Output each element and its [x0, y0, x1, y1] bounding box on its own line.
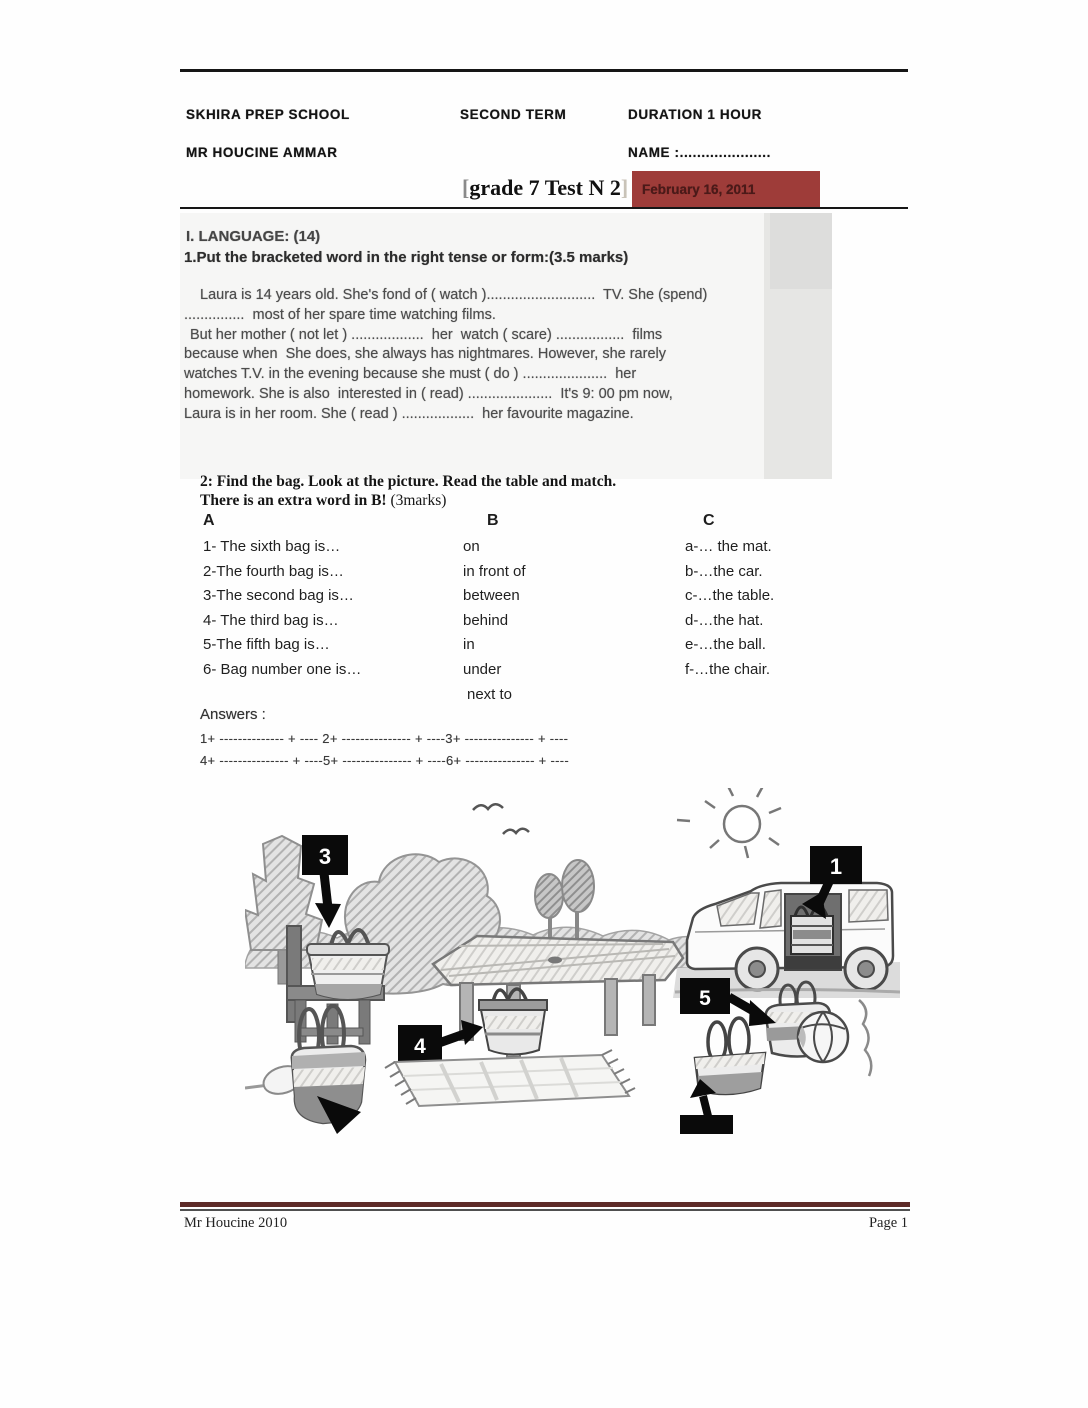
- match-a-item: 3-The second bag is…: [203, 587, 354, 605]
- arrow-icon: [439, 1033, 467, 1043]
- teacher-name: MR HOUCINE AMMAR: [186, 145, 338, 160]
- match-b-item: in front of: [463, 562, 526, 580]
- passage-line: Laura is 14 years old. She's fond of ( watch )........................... TV. She (spend): [200, 287, 708, 303]
- column-c-list: [685, 535, 865, 683]
- sun-icon: [677, 788, 781, 858]
- match-b-item: next to: [467, 685, 513, 703]
- page-number: Page 1: [868, 1215, 908, 1231]
- column-a-header: A: [203, 512, 215, 529]
- passage-line: ............... most of her spare time watching films.: [184, 306, 496, 323]
- passage-line: because when She does, she always has nightmares. However, she rarely: [184, 346, 666, 363]
- match-a-item: 2-The fourth bag is…: [203, 562, 344, 580]
- column-c-header: C: [703, 512, 715, 529]
- match-b-item: between: [463, 587, 520, 605]
- matching-instruction-2: [200, 492, 446, 510]
- date-banner: February 16, 2011: [632, 171, 820, 209]
- arrow-icon: [461, 1020, 483, 1045]
- passage-line: But her mother ( not let ) .................. her watch ( scare) ................. films: [190, 326, 663, 343]
- name-field: NAME :.....................: [628, 145, 771, 160]
- arrow-icon: [324, 873, 328, 908]
- column-a-list: [203, 535, 463, 683]
- task1-instruction: 1.Put the bracketed word in the right tense or form:(3.5 marks): [184, 249, 629, 266]
- duration-label: DURATION 1 HOUR: [628, 107, 763, 122]
- bag-in-car: [791, 906, 833, 954]
- scan-wash-corner: [770, 213, 832, 289]
- title-close-bracket: ]: [620, 175, 629, 200]
- header-rule: [180, 207, 908, 209]
- column-b-header: B: [487, 512, 499, 529]
- match-a-item: 1- The sixth bag is…: [203, 538, 341, 555]
- svg-text:5: 5: [699, 987, 711, 1010]
- top-rule: [180, 69, 908, 72]
- match-b-item: under: [463, 660, 502, 678]
- footer-rule-thin: [180, 1209, 910, 1211]
- answers-label: Answers :: [200, 706, 266, 723]
- bag-label-4: [398, 1020, 483, 1063]
- svg-text:4: 4: [414, 1035, 426, 1058]
- match-b-item: behind: [463, 611, 509, 629]
- match-c-item: a-… the mat.: [685, 538, 772, 555]
- term-label: SECOND TERM: [460, 107, 567, 122]
- language-heading: I. LANGUAGE: (14): [186, 228, 321, 245]
- bird-icon: [473, 804, 529, 834]
- column-b-list: [463, 535, 613, 707]
- svg-text:3: 3: [318, 844, 332, 869]
- answers-line-1: 1+ -------------- + ---- 2+ --------------- + ----3+ --------------- + ----: [200, 731, 569, 746]
- match-c-item: c-…the table.: [685, 587, 775, 605]
- passage-line: watches T.V. in the evening because she must ( do ) ..................... her: [184, 366, 637, 383]
- test-title: [462, 175, 628, 201]
- bag-near-mat: [695, 1018, 765, 1094]
- match-c-item: e-…the ball.: [685, 636, 766, 654]
- match-c-item: d-…the hat.: [685, 611, 764, 629]
- match-b-item: in: [463, 636, 475, 654]
- title-open-bracket: [: [462, 175, 470, 200]
- matching-marks: (3marks): [386, 492, 447, 509]
- matching-instruction-bold: There is an extra word in B!: [200, 492, 387, 509]
- passage-line: Laura is in her room. She ( read ) .................. her favourite magazine.: [184, 405, 634, 422]
- footer-author: Mr Houcine 2010: [184, 1215, 288, 1231]
- picnic-scene-illustration: [245, 788, 900, 1148]
- title-text: grade 7 Test N 2: [469, 175, 621, 200]
- passage-line: homework. She is also interested in ( read) ..................... It's 9: 00 pm now,: [184, 385, 673, 402]
- match-c-item: b-…the car.: [685, 562, 763, 580]
- matching-instruction-1: 2: Find the bag. Look at the picture. Read the table and match.: [200, 473, 617, 490]
- arrow-icon: [703, 1096, 708, 1116]
- footer-rule: [180, 1202, 910, 1207]
- match-b-item: on: [463, 538, 480, 555]
- school-name: SKHIRA PREP SCHOOL: [186, 107, 350, 122]
- answers-line-2: 4+ --------------- + ----5+ --------------- + ----6+ --------------- + ----: [200, 753, 570, 768]
- match-a-item: 5-The fifth bag is…: [203, 636, 330, 654]
- match-c-item: f-…the chair.: [685, 660, 771, 678]
- gap-fill-passage: [184, 286, 804, 425]
- match-a-item: 6- Bag number one is…: [203, 660, 362, 678]
- svg-text:1: 1: [829, 854, 843, 879]
- match-a-item: 4- The third bag is…: [203, 611, 339, 629]
